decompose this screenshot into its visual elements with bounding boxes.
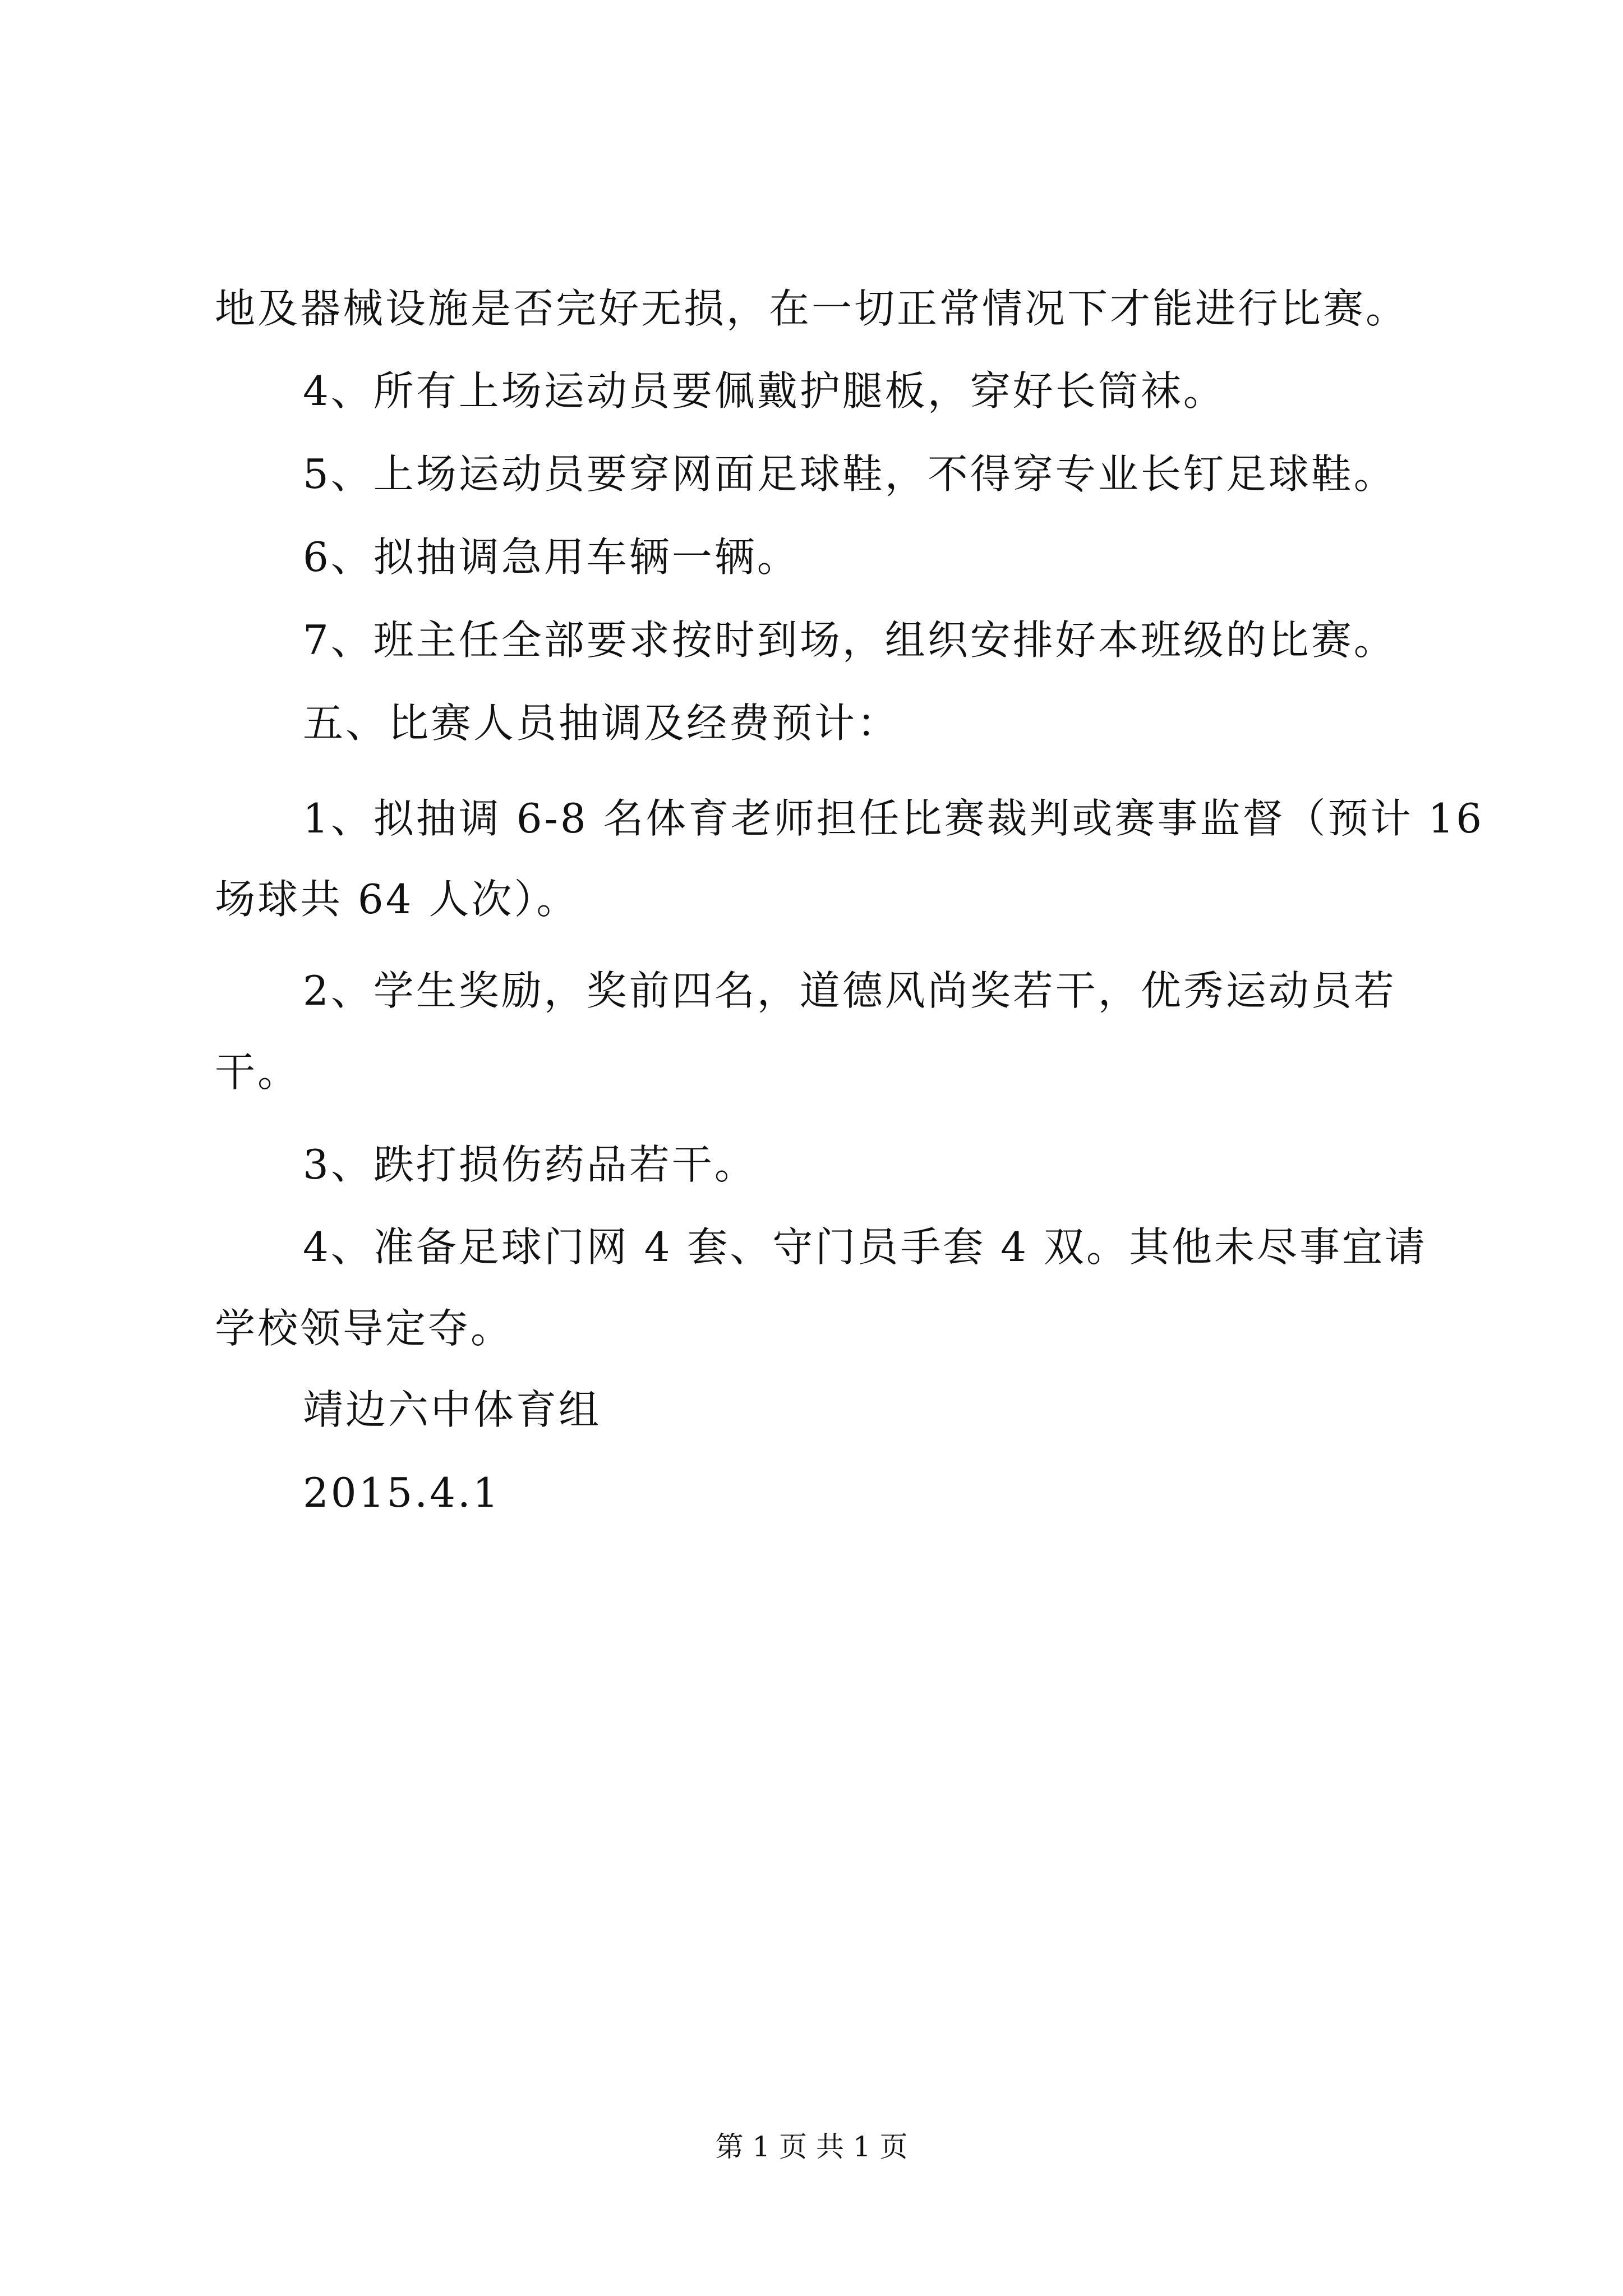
text-line-item-5-shoes: 5、上场运动员要穿网面足球鞋，不得穿专业长钉足球鞋。 (303, 450, 1396, 498)
text-line-equipment-check: 地及器械设施是否完好无损，在一切正常情况下才能进行比赛。 (215, 285, 1409, 332)
text-line-budget-2-part-1: 2、学生奖励，奖前四名，道德风尚奖若干，优秀运动员若 (303, 967, 1396, 1014)
text-line-budget-1-part-1: 1、拟抽调 6-8 名体育老师担任比赛裁判或赛事监督（预计 16 (303, 795, 1484, 842)
text-line-budget-4-part-2: 学校领导定夺。 (215, 1305, 514, 1352)
signature-organization: 靖边六中体育组 (303, 1386, 602, 1433)
text-line-item-6-vehicle: 6、拟抽调急用车辆一辆。 (303, 533, 800, 581)
text-line-budget-2-part-2: 干。 (215, 1048, 301, 1096)
page-footer: 第 1 页 共 1 页 (715, 2131, 908, 2163)
text-line-budget-4-part-1: 4、准备足球门网 4 套、守门员手套 4 双。其他未尽事宜请 (303, 1223, 1427, 1271)
text-line-item-7-teachers: 7、班主任全部要求按时到场，组织安排好本班级的比赛。 (303, 616, 1396, 664)
text-line-budget-1-part-2: 场球共 64 人次）。 (215, 876, 579, 923)
text-line-budget-3-medicine: 3、跌打损伤药品若干。 (303, 1141, 757, 1188)
signature-date: 2015.4.1 (303, 1469, 501, 1516)
section-heading-staff-budget: 五、比赛人员抽调及经费预计： (303, 700, 900, 747)
text-line-item-4-shin-guards: 4、所有上场运动员要佩戴护腿板，穿好长筒袜。 (303, 367, 1226, 415)
